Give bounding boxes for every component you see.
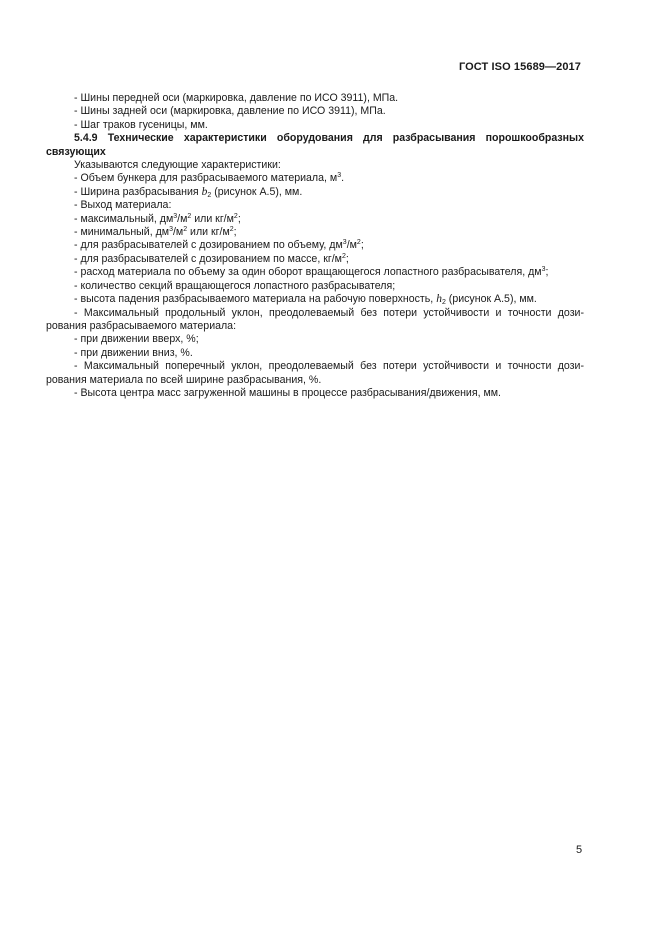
list-item: - Шаг траков гусеницы, мм. (74, 118, 208, 131)
list-item-continued: рования материала по всей ширине разбрасывания, %. (46, 373, 322, 386)
section-heading-continued: связующих (46, 145, 106, 158)
list-item: - Ширина разбрасывания $b_2$ (рисунок А.5), мм. (74, 185, 303, 199)
list-item: - Выход материала: (74, 199, 172, 212)
list-item: - Максимальный поперечный уклон, преодолеваемый без потери устойчивости и точности дози- (74, 360, 584, 373)
document-body (46, 92, 584, 400)
list-item: - для разбрасывателей с дозированием по объему, $дм^3/м^2$; (74, 239, 364, 252)
list-item-continued: рования разбрасываемого материала: (46, 319, 237, 332)
list-item: - Шины задней оси (маркировка, давление по ИСО 3911), МПа. (74, 105, 386, 118)
list-item: - высота падения разбрасываемого материала на рабочую поверхность, $h_2$ (рисунок А.5), мм. (74, 293, 537, 307)
paragraph: Указываются следующие характеристики: (74, 159, 281, 172)
list-item: - минимальный, $дм^3/м^2$ или $кг/м^2$; (74, 226, 237, 239)
list-item: - для разбрасывателей с дозированием по массе, $кг/м^2$; (74, 252, 349, 265)
list-item: - расход материала по объему за один оборот вращающегося лопастного разбрасывателя, $дм^3$; (74, 266, 549, 279)
list-item: - Высота центра масс загруженной машины в процессе разбрасывания/движения, мм. (74, 386, 501, 399)
list-item: - при движении вниз, %. (74, 346, 193, 359)
list-item: - Шины передней оси (маркировка, давление по ИСО 3911), МПа. (74, 92, 399, 104)
list-item: - при движении вверх, %; (74, 333, 199, 346)
document-header: ГОСТ ISO 15689—2017 (458, 61, 581, 73)
list-item: - максимальный, $дм^3/м^2$ или $кг/м^2$; (74, 212, 241, 225)
list-item: - Максимальный продольный уклон, преодолеваемый без потери устойчивости и точности дози- (74, 306, 584, 319)
list-item: - количество секций вращающегося лопастного разбрасывателя; (74, 279, 396, 292)
list-item: - Объем бункера для разбрасываемого материала, $м^3$. (74, 172, 345, 185)
page-number: 5 (576, 844, 583, 856)
section-heading: 5.4.9 Технические характеристики оборудования для разбрасывания порошкообразных (74, 132, 584, 145)
